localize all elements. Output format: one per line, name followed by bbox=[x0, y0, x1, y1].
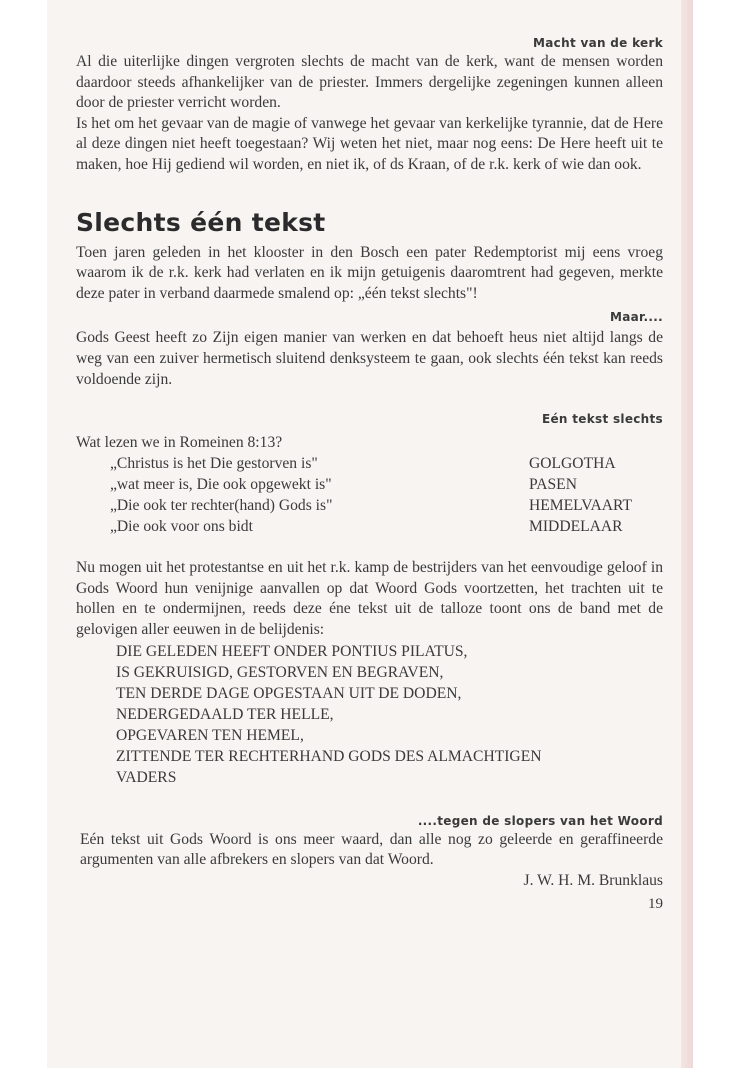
subhead-maar: Maar.... bbox=[610, 310, 663, 325]
romeinen-label: GOLGOTHA bbox=[529, 455, 616, 473]
author-signature: J. W. H. M. Brunklaus bbox=[523, 871, 663, 889]
romeinen-intro: Wat lezen we in Romeinen 8:13? bbox=[76, 434, 283, 452]
creed-line: OPGEVAREN TEN HEMEL, bbox=[116, 726, 304, 744]
page-number: 19 bbox=[648, 895, 663, 912]
romeinen-labels bbox=[529, 432, 663, 537]
creed-line: DIE GELEDEN HEEFT ONDER PONTIUS PILATUS, bbox=[116, 642, 468, 660]
romeinen-quote: „wat meer is, Die ook opgewekt is" bbox=[110, 476, 332, 494]
creed-line: TEN DERDE DAGE OPGESTAAN UIT DE DODEN, bbox=[116, 684, 462, 702]
romeinen-label: PASEN bbox=[529, 476, 577, 494]
romeinen-quotes bbox=[76, 432, 332, 537]
romeinen-quote: „Die ook voor ons bidt bbox=[110, 518, 253, 536]
section-header: Macht van de kerk bbox=[533, 36, 663, 50]
creed-line: IS GEKRUISIGD, GESTORVEN EN BEGRAVEN, bbox=[116, 663, 444, 681]
page-edge bbox=[681, 0, 693, 1068]
content bbox=[76, 36, 663, 913]
creed-line: ZITTENDE TER RECHTERHAND GODS DES ALMACHTIGEN bbox=[116, 747, 542, 765]
romeinen-quote: „Christus is het Die gestorven is" bbox=[110, 455, 318, 473]
creed-block bbox=[76, 641, 663, 788]
paragraph-intro: Toen jaren geleden in het klooster in den Bosch een pater Redemptorist mij eens vroeg waarom ik de r.k. kerk had verlaten en ik mijn getuigenis daaromtrent had gegeven, merkte deze pater in verband daarmede smalend op: „één tekst slechts"! bbox=[76, 243, 663, 302]
romeinen-block bbox=[76, 432, 663, 537]
romeinen-label: MIDDELAAR bbox=[529, 518, 623, 536]
subhead-slopers: ....tegen de slopers van het Woord bbox=[417, 813, 663, 828]
paragraph-een-tekst: Eén tekst uit Gods Woord is ons meer waard, dan alle nog zo geleerde en geraffineerde argumenten van alle afbrekers en slopers van dat Woord. bbox=[80, 830, 663, 869]
paragraph-nu-mogen: Nu mogen uit het protestantse en uit het r.k. kamp de bestrijders van het eenvoudige geloof in Gods Woord hun venijnige aanvallen op dat Woord Gods voortzetten, het trachten uit te hollen en te ondermijnen, reeds deze éne tekst uit de talloze toont ons de band met de gelovigen aller eeuwen in de belijdenis: bbox=[76, 559, 663, 638]
subhead-een-tekst: Eén tekst slechts bbox=[542, 412, 663, 427]
paragraph-macht-1: Al die uiterlijke dingen vergroten slechts de macht van de kerk, want de mensen worden daardoor steeds afhankelijker van de priester. Immers dergelijke zegeningen kunnen alleen door de priester verricht worden. bbox=[76, 53, 663, 112]
article-title: Slechts één tekst bbox=[76, 207, 326, 237]
page bbox=[47, 0, 693, 1068]
romeinen-label: HEMELVAART bbox=[529, 497, 633, 515]
romeinen-quote: „Die ook ter rechter(hand) Gods is" bbox=[110, 497, 333, 515]
paragraph-macht-2: Is het om het gevaar van de magie of vanwege het gevaar van kerkelijke tyrannie, dat de Here al deze dingen niet heeft toegestaan? Wij weten het niet, maar nog eens: De Here heeft uit te maken, hoe Hij gediend wil worden, en niet ik, of ds Kraan, of de r.k. kerk of wie dan ook. bbox=[76, 114, 663, 173]
paragraph-gods-geest: Gods Geest heeft zo Zijn eigen manier van werken en dat behoeft heus niet altijd langs de weg van een zuiver hermetisch sluitend denksysteem te gaan, ook slechts één tekst kan reeds voldoende zijn. bbox=[76, 329, 663, 388]
creed-line: NEDERGEDAALD TER HELLE, bbox=[116, 705, 334, 723]
creed-line: VADERS bbox=[116, 768, 177, 786]
